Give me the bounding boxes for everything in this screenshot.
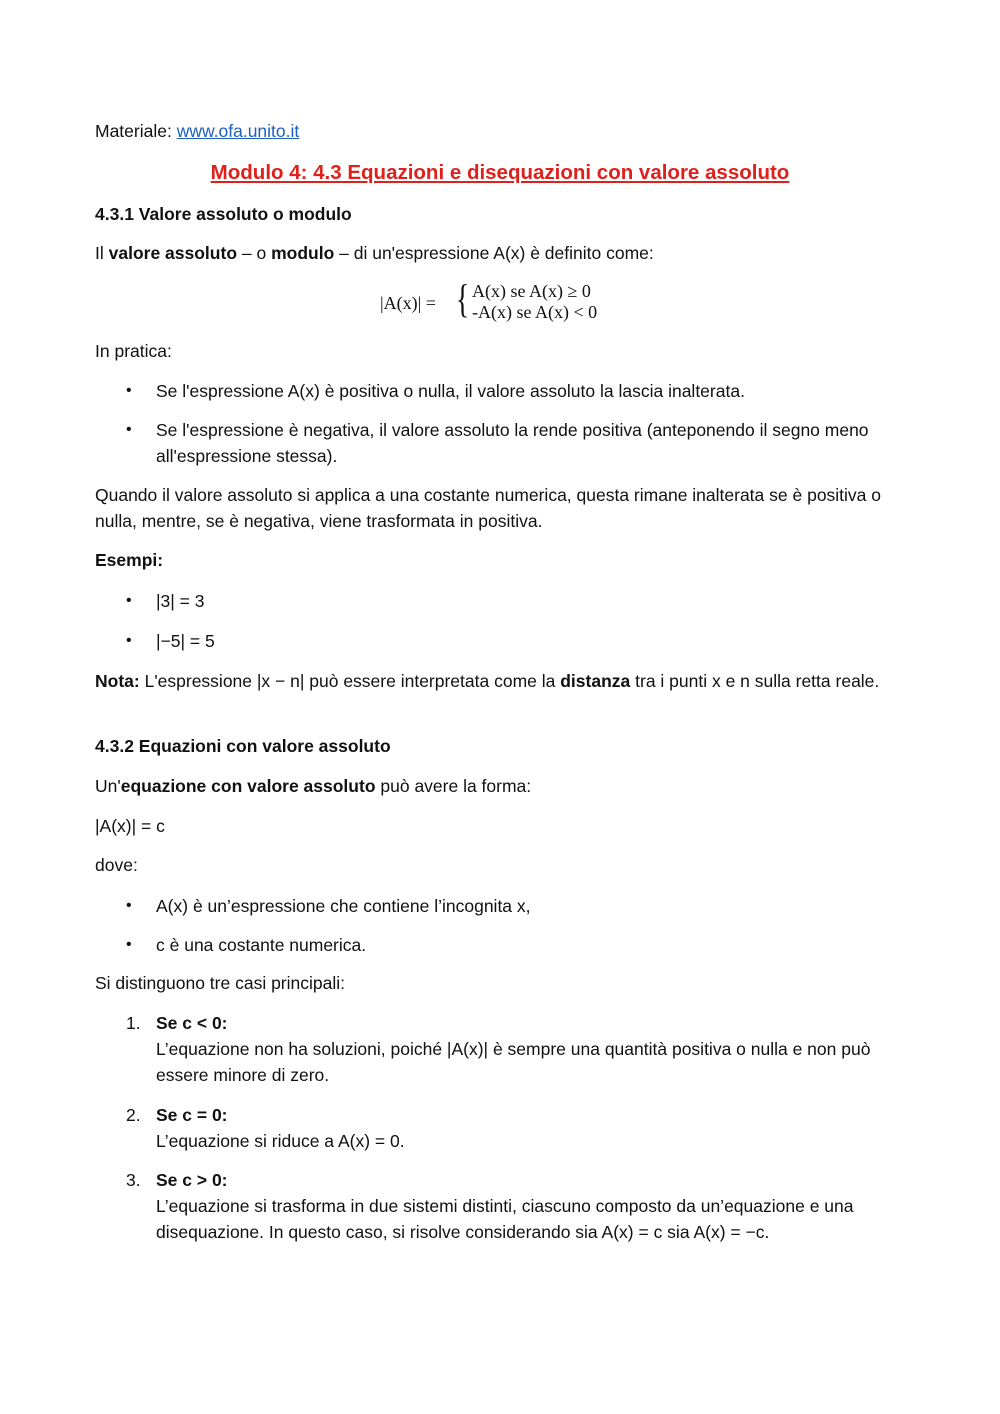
- text-run: Il: [95, 243, 109, 263]
- bullet-dot: •: [126, 632, 132, 649]
- text-run: può avere la forma:: [375, 776, 532, 796]
- example-item: |3| = 3: [156, 591, 205, 611]
- bold-distanza: distanza: [560, 671, 631, 691]
- case-item: [156, 1102, 916, 1154]
- case-text: L’equazione si riduce a A(x) = 0.: [156, 1131, 405, 1151]
- list-item: c è una costante numerica.: [156, 935, 367, 955]
- case-label: Se c > 0:: [156, 1170, 228, 1190]
- bold-valore-assoluto: valore assoluto: [108, 243, 238, 263]
- bold-equazione-valore-assoluto: equazione con valore assoluto: [120, 776, 376, 796]
- heading-text: 4.3.2 Equazioni con valore assoluto: [95, 736, 391, 756]
- case-number: 2.: [126, 1105, 141, 1125]
- section-heading-equazioni: [95, 735, 391, 757]
- list-item: A(x) è un’espressione che contiene l’incognita x,: [156, 896, 531, 916]
- list-item: Se l'espressione è negativa, il valore assoluto la rende positiva (anteponendo il segno meno all'espressione stessa).: [156, 420, 869, 466]
- example-item: |−5| = 5: [156, 631, 215, 651]
- equation-form: |A(x)| = c: [95, 816, 165, 836]
- bullet-dot: •: [126, 592, 132, 609]
- text-run: tra i punti x e n sulla retta reale.: [630, 671, 880, 691]
- case-item: [156, 1167, 916, 1245]
- nota-label: Nota:: [95, 671, 140, 691]
- equazione-intro: [95, 775, 531, 797]
- heading-text: 4.3.1 Valore assoluto o modulo: [95, 204, 352, 224]
- in-pratica-label: In pratica:: [95, 341, 172, 361]
- casi-intro: Si distinguono tre casi principali:: [95, 973, 345, 993]
- list-item: Se l'espressione A(x) è positiva o nulla, il valore assoluto la lascia inalterata.: [156, 381, 745, 401]
- materiale-line: [95, 120, 299, 142]
- module-title: Modulo 4: 4.3 Equazioni e disequazioni con valore assoluto: [210, 161, 790, 184]
- formula-case-negative: -A(x) se A(x) < 0: [472, 302, 598, 322]
- bullet-dot: •: [126, 382, 132, 399]
- formula-lhs: |A(x)| =: [380, 293, 436, 313]
- text-run: – di un'espressione A(x) è definito come:: [334, 243, 654, 263]
- case-label: Se c = 0:: [156, 1105, 228, 1125]
- case-text: L’equazione non ha soluzioni, poiché |A(x)| è sempre una quantità positiva o nulla e non può essere minore di zero.: [156, 1039, 871, 1085]
- case-label: Se c < 0:: [156, 1013, 228, 1033]
- costante-paragraph: Quando il valore assoluto si applica a una costante numerica, questa rimane inalterata se è positiva o nulla, mentre, se è negativa, viene trasformata in positiva.: [95, 485, 882, 531]
- case-number: 1.: [126, 1013, 141, 1033]
- text-run: Un': [95, 776, 121, 796]
- formula-case-positive: A(x) se A(x) ≥ 0: [472, 281, 591, 301]
- nota-paragraph: [95, 668, 910, 694]
- definition-intro: [95, 242, 654, 264]
- materiale-label: Materiale:: [95, 121, 177, 141]
- esempi-text: Esempi:: [95, 550, 164, 570]
- bullet-dot: •: [126, 936, 132, 953]
- dove-label: dove:: [95, 855, 138, 875]
- text-run: – o: [237, 243, 272, 263]
- case-text: L’equazione si trasforma in due sistemi distinti, ciascuno composto da un’equazione e una disequazione. In questo caso, si risolve considerando sia A(x) = c sia A(x) = −c.: [156, 1196, 854, 1242]
- bold-modulo: modulo: [271, 243, 335, 263]
- bullet-dot: •: [126, 897, 132, 914]
- formula-brace: {: [455, 276, 470, 321]
- case-number: 3.: [126, 1170, 141, 1190]
- text-run: L'espressione |x − n| può essere interpretata come la: [139, 671, 561, 691]
- section-heading-valore-assoluto: [95, 203, 352, 225]
- case-item: [156, 1010, 916, 1088]
- esempi-label: [95, 549, 163, 571]
- bullet-dot: •: [126, 421, 132, 438]
- ofa-link[interactable]: www.ofa.unito.it: [176, 121, 300, 141]
